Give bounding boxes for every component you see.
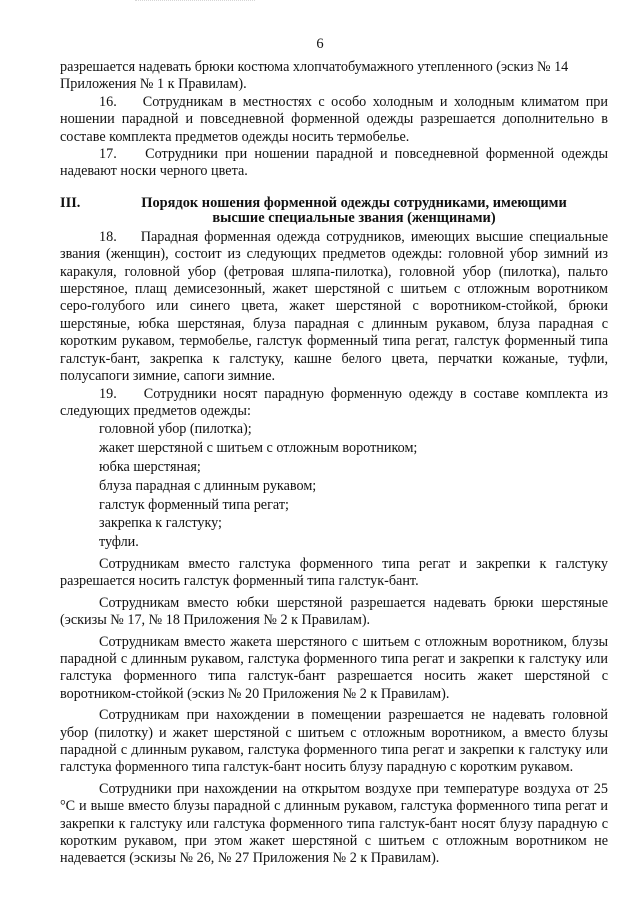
- scan-artifact: [135, 0, 255, 4]
- section-title: Порядок ношения форменной одежды сотрудниками, имеющими высшие специальные звания (женщинами): [141, 194, 567, 227]
- continuation-line-1: разрешается надевать брюки костюма хлопчатобумажного утепленного (эскиз № 14: [60, 59, 569, 75]
- list-item: жакет шерстяной с шитьем с отложным воротником;: [99, 440, 418, 457]
- list-item: юбка шерстяная;: [99, 458, 201, 475]
- paragraph-17: 17. Сотрудники при ношении парадной и повседневной форменной одежды надевают носки черного цвета.: [60, 146, 608, 180]
- paragraph-18: 18. Парадная форменная одежда сотрудников, имеющих высшие специальные звания (женщин), состоит из следующих предметов одежды: головной убор зимний из каракуля, головной убор (фетровая шляпа-пилотка), головной убор (пилотка), пальто шерстяное, плащ демисезонный, жакет шерстяной с шитьем с отложным воротником серо-голубого или синего цвета, жакет шерстяной с воротником-стойкой, брюки шерстяные, юбка шерстяная, блуза парадная с длинным рукавом, блуза парадная с коротким рукавом, термобелье, галстук форменный типа регат, галстук форменный типа галстук-бант, закрепка к галстуку, кашне белого цвета, перчатки кожаные, туфли, полусапоги зимние, сапоги зимние.: [60, 228, 608, 385]
- paragraph-jacket: Сотрудникам вместо жакета шерстяного с шитьем с отложным воротником, блузы парадной с длинным рукавом, галстука форменного типа регат и закрепки к галстуку или галстука форменного типа галстук-бант разрешается носить жакет шерстяной с воротником-стойкой (эскиз № 20 Приложения № 2 к Правилам).: [60, 633, 608, 702]
- continuation-line-2: Приложения № 1 к Правилам).: [60, 76, 247, 93]
- list-item: закрепка к галстуку;: [99, 515, 223, 532]
- paragraph-16: 16. Сотрудникам в местностях с особо холодным и холодным климатом при ношении парадной и повседневной форменной одежды разрешается дополнительно в составе комплекта предметов одежды носить термобелье.: [60, 93, 608, 145]
- page-number: 6: [316, 36, 324, 52]
- paragraph-indoor: Сотрудникам при нахождении в помещении разрешается не надевать головной убор (пилотку) и жакет шерстяной с шитьем с отложным воротником, а вместо блузы парадной с длинным рукавом, галстука форменного типа регат и закрепки к галстуку или галстука форменного типа галстук-бант носить блузу парадную с коротким рукавом.: [60, 707, 608, 776]
- section-heading: [60, 196, 608, 227]
- list-item: галстук форменный типа регат;: [99, 496, 289, 513]
- paragraph-19: 19. Сотрудники носят парадную форменную одежду в составе комплекта из следующих предметов одежды:: [60, 385, 608, 419]
- section-number: III.: [60, 194, 81, 211]
- paragraph-tie: Сотрудникам вместо галстука форменного типа регат и закрепки к галстуку разрешается носить галстук форменный типа галстук-бант.: [60, 555, 608, 590]
- list-item: блуза парадная с длинным рукавом;: [99, 477, 317, 494]
- paragraph-skirt: Сотрудникам вместо юбки шерстяной разрешается надевать брюки шерстяные (эскизы № 17, № 18 Приложения № 2 к Правилам).: [60, 594, 608, 629]
- list-item: туфли.: [99, 534, 139, 551]
- document-body: [60, 59, 608, 868]
- list-item: головной убор (пилотка);: [99, 421, 252, 438]
- paragraph-outdoor: Сотрудники при нахождении на открытом воздухе при температуре воздуха от 25 °С и выше вместо блузы парадной с длинным рукавом, галстука форменного типа регат и закрепки к галстуку или галстука форменного типа галстук-бант носят блузу парадную с коротким рукавом, при этом жакет шерстяной с шитьем с отложным воротником не надевается (эскизы № 26, № 27 Приложения № 2 к Правилам).: [60, 780, 608, 867]
- items-list-19: [60, 420, 608, 552]
